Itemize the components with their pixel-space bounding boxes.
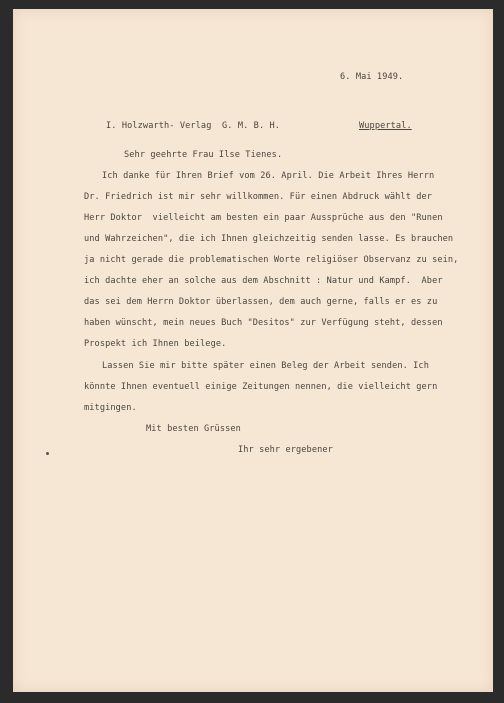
body-line: Dr. Friedrich ist mir sehr willkommen. Für einen Abdruck wählt der bbox=[84, 192, 433, 202]
body-line: und Wahrzeichen", die ich Ihnen gleichzeitig senden lasse. Es brauchen bbox=[84, 234, 454, 244]
body-line: Ich danke für Ihren Brief vom 26. April. Die Arbeit Ihres Herrn bbox=[102, 171, 435, 181]
body-line: das sei dem Herrn Doktor überlassen, dem auch gerne, falls er es zu bbox=[84, 297, 438, 307]
closing: Mit besten Grüssen bbox=[146, 424, 241, 434]
body-line: Lassen Sie mir bitte später einen Beleg der Arbeit senden. Ich bbox=[102, 361, 429, 371]
letter-date: 6. Mai 1949. bbox=[340, 72, 404, 82]
body-line: Prospekt ich Ihnen beilege. bbox=[84, 339, 227, 349]
letter-page bbox=[13, 9, 493, 692]
body-line: ja nicht gerade die problematischen Worte religiöser Observanz zu sein, bbox=[84, 255, 459, 265]
body-line: könnte Ihnen eventuell einige Zeitungen nennen, die vielleicht gern bbox=[84, 382, 438, 392]
signoff: Ihr sehr ergebener bbox=[238, 445, 333, 455]
recipient-city: Wuppertal. bbox=[359, 121, 412, 131]
ink-mark bbox=[46, 452, 49, 455]
body-line: ich dachte eher an solche aus dem Abschnitt : Natur und Kampf. Aber bbox=[84, 276, 443, 286]
body-line: mitgingen. bbox=[84, 403, 137, 413]
salutation: Sehr geehrte Frau Ilse Tienes. bbox=[124, 150, 283, 160]
recipient: I. Holzwarth- Verlag G. M. B. H. bbox=[106, 121, 281, 131]
body-line: Herr Doktor vielleicht am besten ein paar Aussprüche aus den "Runen bbox=[84, 213, 443, 223]
body-line: haben wünscht, mein neues Buch "Desitos" zur Verfügung steht, dessen bbox=[84, 318, 443, 328]
